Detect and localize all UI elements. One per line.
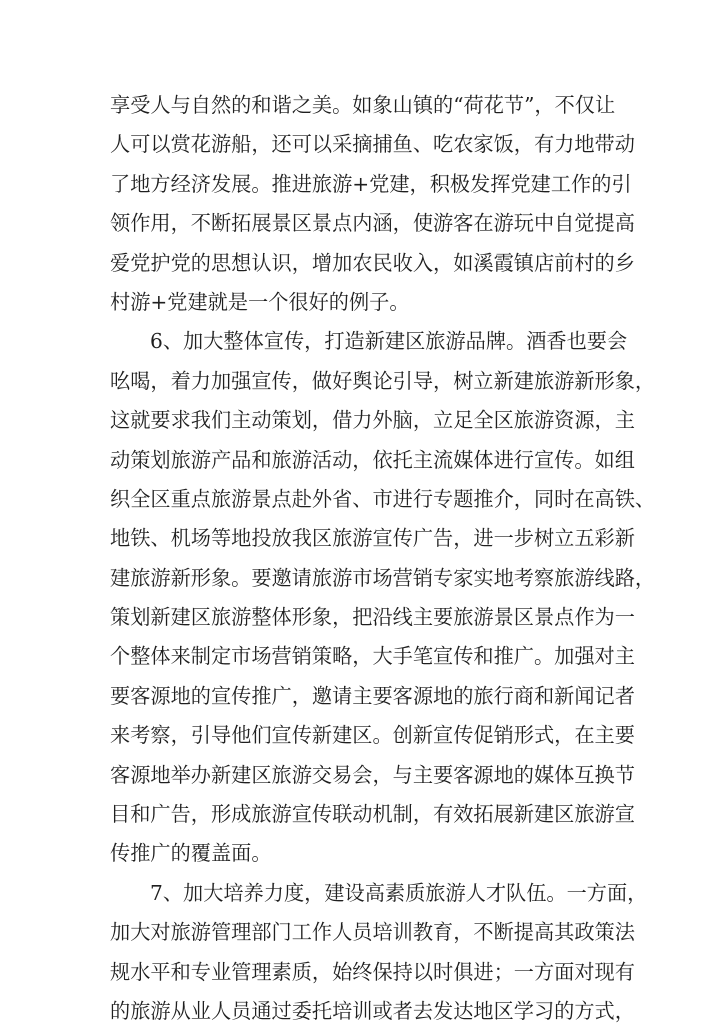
text-line: 领作用，不断拓展景区景点内涵，使游客在游玩中自觉提高 [110, 211, 635, 236]
text-line: 爱党护党的思想认识，增加农民收入，如溪霞镇店前村的乡 [110, 250, 635, 275]
text-line: 享受人与自然的和谐之美。如象山镇的“荷花节”，不仅让 [110, 93, 616, 117]
text-line: 了地方经济发展。推进旅游+党建，积极发挥党建工作的引 [110, 171, 632, 196]
text-line: 策划新建区旅游整体形象，把沿线主要旅游景区景点作为一 [110, 605, 635, 630]
text-line: 个整体来制定市场营销策略，大手笔宣传和推广。加强对主 [110, 644, 635, 669]
text-line: 加大对旅游管理部门工作人员培训教育，不断提高其政策法 [110, 920, 635, 945]
text-line: 7、加大培养力度，建设高素质旅游人才队伍。一方面， [150, 880, 648, 905]
text-line: 建旅游新形象。要邀请旅游市场营销专家实地考察旅游线路， [110, 565, 656, 590]
paragraph-1 [110, 86, 635, 322]
body-text [110, 86, 656, 1031]
text-line: 的旅游从业人员通过委托培训或者去发达地区学习的方式， [110, 998, 635, 1023]
text-line: 吆喝，着力加强宣传，做好舆论引导，树立新建旅游新形象， [110, 368, 656, 393]
text-line: 目和广告，形成旅游宣传联动机制，有效拓展新建区旅游宣 [110, 802, 635, 827]
text-line: 要客源地的宣传推广，邀请主要客源地的旅行商和新闻记者 [110, 683, 635, 708]
text-line: 村游+党建就是一个很好的例子。 [110, 289, 410, 314]
text-line: 客源地举办新建区旅游交易会，与主要客源地的媒体互换节 [110, 762, 635, 787]
text-line: 6、加大整体宣传，打造新建区旅游品牌。酒香也要会 [150, 329, 628, 354]
text-line: 传推广的覆盖面。 [110, 841, 272, 866]
text-line: 动策划旅游产品和旅游活动，依托主流媒体进行宣传。如组 [110, 447, 635, 472]
paragraph-3 [110, 874, 648, 1031]
text-line: 地铁、机场等地投放我区旅游宣传广告，进一步树立五彩新 [110, 526, 635, 551]
text-line: 人可以赏花游船，还可以采摘捕鱼、吃农家饭，有力地带动 [110, 132, 635, 157]
text-line: 来考察，引导他们宣传新建区。创新宣传促销形式，在主要 [110, 723, 635, 748]
text-line: 规水平和专业管理素质，始终保持以时俱进；一方面对现有 [110, 959, 635, 984]
text-line: 织全区重点旅游景点赴外省、市进行专题推介，同时在高铁、 [110, 486, 656, 511]
paragraph-2 [110, 322, 656, 873]
text-line: 这就要求我们主动策划，借力外脑，立足全区旅游资源，主 [110, 408, 635, 433]
